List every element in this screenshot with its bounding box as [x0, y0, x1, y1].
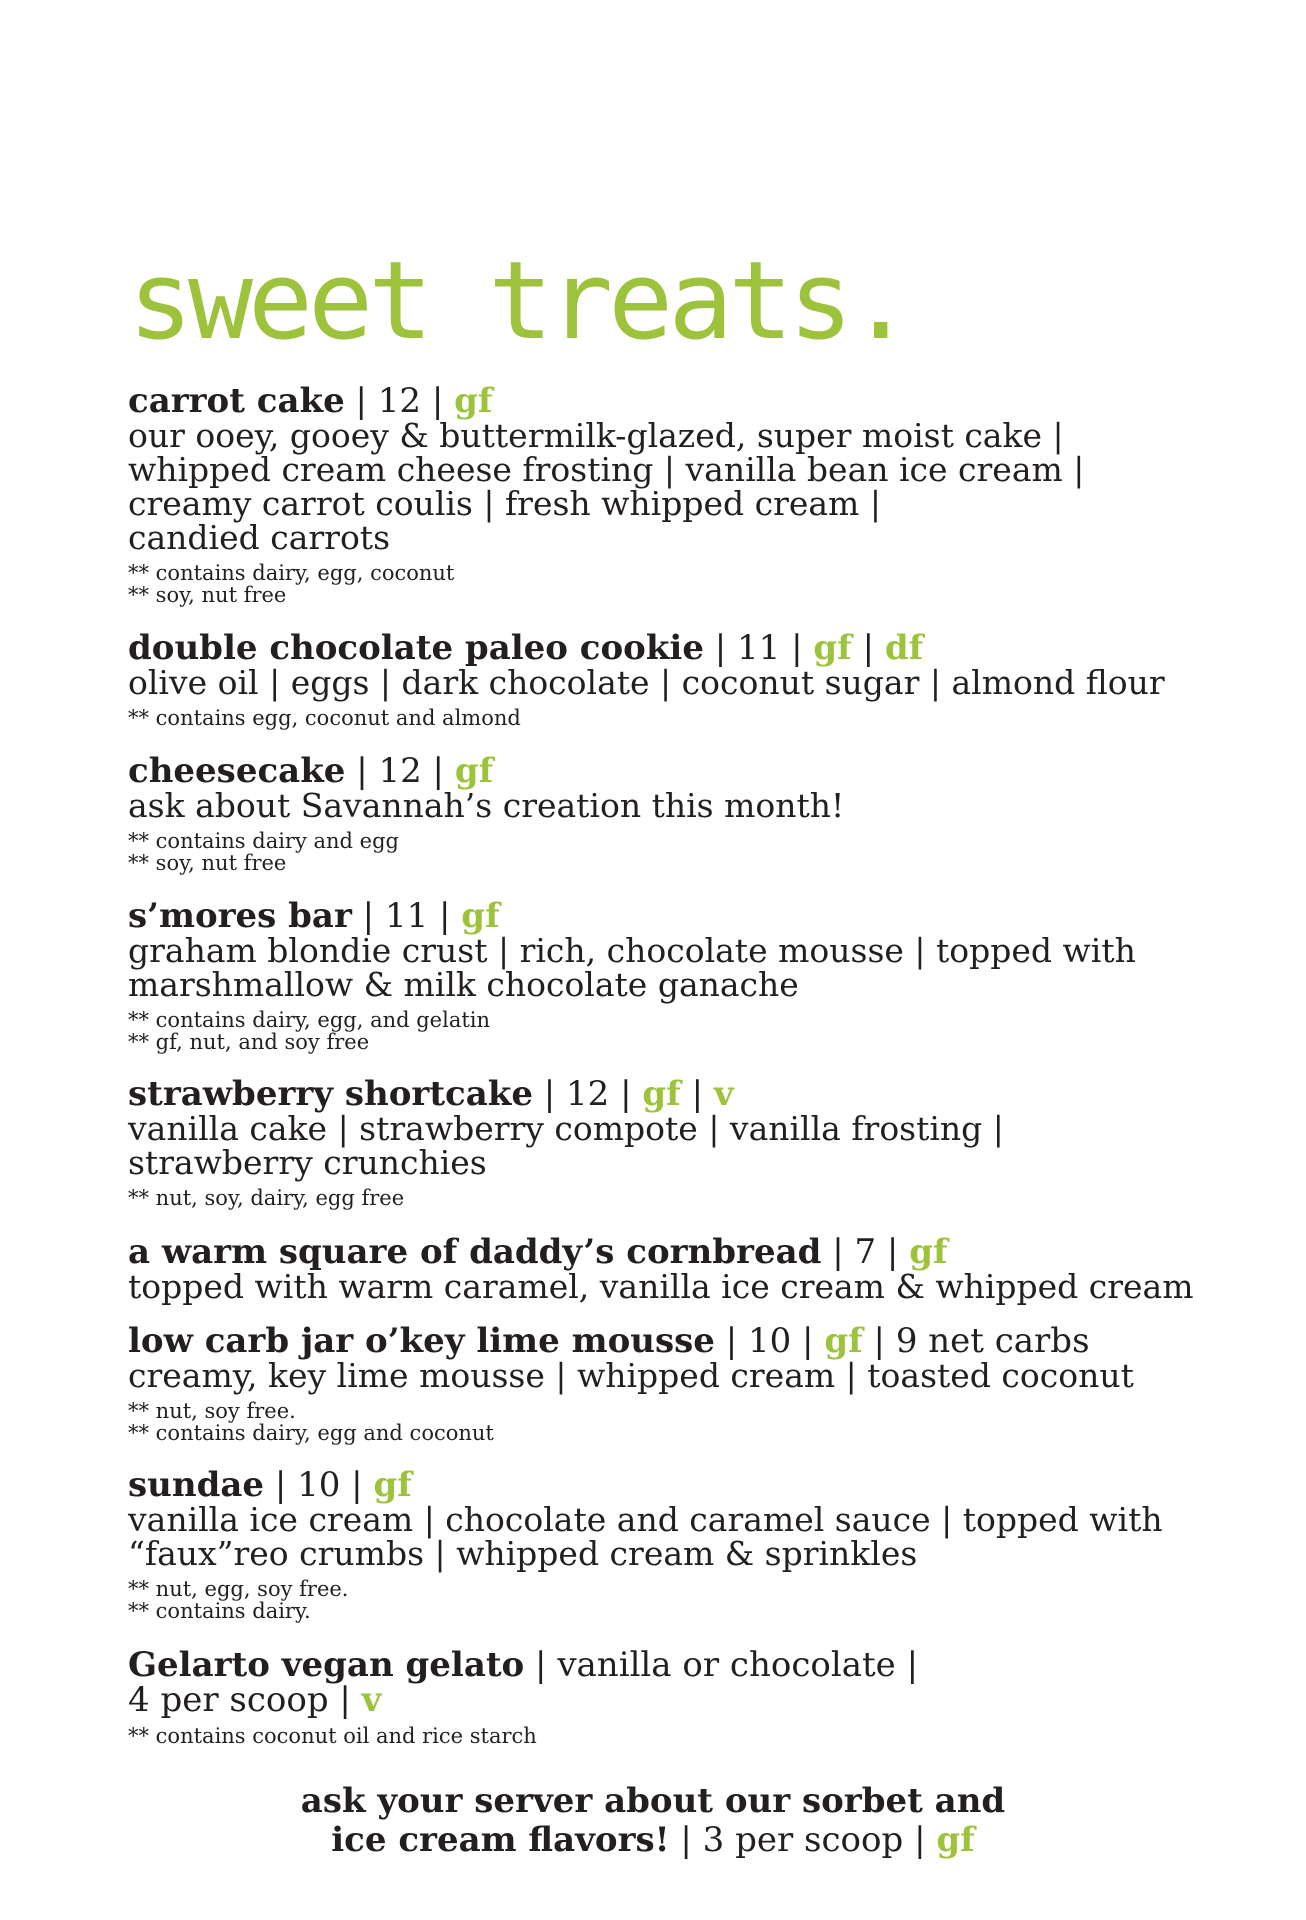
item-name: double chocolate paleo cookie	[128, 628, 704, 668]
footer-note	[0, 1782, 1306, 1860]
allergen-note: ** contains dairy, egg, coconut	[128, 561, 455, 585]
item-description	[128, 1356, 1238, 1395]
item-description	[128, 1267, 1238, 1306]
item-name: low carb jar o’key lime mousse	[128, 1321, 715, 1361]
footer-line-2: ice cream flavors! | 3 per scoop | gf	[331, 1820, 975, 1860]
allergen-note: ** soy, nut free	[128, 583, 287, 607]
item-header: strawberry shortcake | 12 | gf | v	[128, 1074, 734, 1114]
allergen-note: ** contains coconut oil and rice starch	[128, 1724, 537, 1748]
allergen-notes	[128, 562, 1238, 606]
menu-item-daddys-cornbread	[128, 1232, 1238, 1306]
allergen-note: ** contains egg, coconut and almond	[128, 706, 521, 730]
dietary-tag: gf	[909, 1232, 948, 1272]
menu-item-carrot-cake	[128, 381, 1238, 607]
allergen-note: ** contains dairy, egg, and gelatin	[128, 1008, 491, 1032]
dietary-tag: df	[884, 628, 924, 668]
item-detail: 10	[297, 1465, 341, 1505]
description-line: our ooey, gooey & buttermilk-glazed, super moist cake |	[128, 416, 1064, 455]
menu-item-cheesecake	[128, 751, 1238, 875]
description-line: ask about Savannah’s creation this month!	[128, 786, 845, 825]
item-price-line: 4 per scoop | v	[128, 1680, 382, 1720]
description-line: topped with warm caramel, vanilla ice cream & whipped cream	[128, 1267, 1194, 1306]
item-description	[128, 416, 1238, 557]
allergen-notes	[128, 830, 1238, 874]
menu-item-double-chocolate-paleo-cookie	[128, 628, 1238, 730]
menu-item-key-lime-mousse	[128, 1321, 1238, 1445]
allergen-note: ** nut, soy free.	[128, 1399, 296, 1423]
footer-line-1: ask your server about our sorbet and	[300, 1781, 1006, 1821]
allergen-notes	[128, 707, 1238, 729]
item-name: sundae	[128, 1465, 265, 1505]
dietary-tag: gf	[373, 1465, 412, 1505]
item-name: carrot cake	[128, 381, 345, 421]
allergen-notes	[128, 1400, 1238, 1444]
menu-item-sundae	[128, 1465, 1238, 1623]
dietary-tag: gf	[454, 381, 493, 421]
item-description	[128, 1109, 1238, 1182]
dietary-tag: gf	[824, 1321, 863, 1361]
item-detail: 12	[377, 381, 422, 421]
item-description	[128, 786, 1238, 825]
description-line: graham blondie crust | rich, chocolate mousse | topped with	[128, 931, 1136, 970]
menu-item-strawberry-shortcake	[128, 1074, 1238, 1210]
description-line: whipped cream cheese frosting | vanilla bean ice cream |	[128, 450, 1085, 489]
allergen-notes	[128, 1725, 1238, 1747]
allergen-note: ** contains dairy, egg and coconut	[128, 1421, 494, 1445]
item-detail: 7	[854, 1232, 877, 1272]
menu-item-smores-bar	[128, 896, 1238, 1054]
allergen-note: ** contains dairy.	[128, 1599, 311, 1623]
item-header: Gelarto vegan gelato | vanilla or chocolate |	[128, 1645, 919, 1685]
item-detail: 11	[384, 896, 429, 936]
item-header: a warm square of daddy’s cornbread | 7 | gf	[128, 1232, 948, 1272]
item-price: 4 per scoop	[128, 1680, 329, 1720]
item-name: s’mores bar	[128, 896, 352, 936]
allergen-note: ** soy, nut free	[128, 851, 287, 875]
item-detail: 10	[747, 1321, 792, 1361]
menu-title: sweet treats.	[128, 239, 909, 364]
item-name: strawberry shortcake	[128, 1074, 533, 1114]
item-header: double chocolate paleo cookie | 11 | gf | df	[128, 628, 924, 668]
dietary-tag: gf	[642, 1074, 681, 1114]
item-header: low carb jar o’key lime mousse | 10 | gf | 9 net carbs	[128, 1321, 1090, 1361]
menu-item-vegan-gelato	[128, 1645, 1238, 1748]
footer-tag: gf	[936, 1820, 975, 1860]
item-detail: 11	[737, 628, 781, 668]
item-header: sundae | 10 | gf	[128, 1465, 412, 1505]
description-line: olive oil | eggs | dark chocolate | coconut sugar | almond flour	[128, 663, 1165, 702]
dietary-tag: v	[713, 1074, 734, 1114]
item-description	[128, 1500, 1238, 1573]
dietary-tag: gf	[813, 628, 852, 668]
item-name: cheesecake	[128, 751, 346, 791]
description-line: vanilla ice cream | chocolate and caramel sauce | topped with	[128, 1500, 1163, 1539]
item-detail: 12	[378, 751, 422, 791]
description-line: marshmallow & milk chocolate ganache	[128, 965, 799, 1004]
item-header: s’mores bar | 11 | gf	[128, 896, 500, 936]
item-detail: 12	[566, 1074, 610, 1114]
allergen-note: ** gf, nut, and soy free	[128, 1030, 370, 1054]
description-line: creamy carrot coulis | fresh whipped cream |	[128, 484, 881, 523]
description-line: candied carrots	[128, 518, 391, 557]
allergen-note: ** nut, egg, soy free.	[128, 1577, 349, 1601]
allergen-notes	[128, 1187, 1238, 1209]
description-line: strawberry crunchies	[128, 1143, 487, 1182]
allergen-note: ** contains dairy and egg	[128, 829, 399, 853]
item-header: carrot cake | 12 | gf	[128, 381, 493, 421]
footer-price: 3 per scoop	[702, 1820, 904, 1860]
allergen-note: ** nut, soy, dairy, egg free	[128, 1186, 405, 1210]
allergen-notes	[128, 1578, 1238, 1622]
item-detail: 9 net carbs	[895, 1321, 1090, 1361]
item-description	[128, 663, 1238, 702]
footer-bold-text: ice cream flavors!	[331, 1820, 670, 1860]
item-name: a warm square of daddy’s cornbread	[128, 1232, 822, 1272]
description-line: vanilla cake | strawberry compote | vanilla frosting |	[128, 1109, 1004, 1148]
item-detail: vanilla or chocolate |	[557, 1645, 919, 1685]
dietary-tag: v	[361, 1680, 382, 1720]
dietary-tag: gf	[454, 751, 494, 791]
description-line: creamy, key lime mousse | whipped cream | toasted coconut	[128, 1356, 1134, 1395]
allergen-notes	[128, 1009, 1238, 1053]
item-name: Gelarto vegan gelato	[128, 1645, 525, 1685]
item-description	[128, 931, 1238, 1004]
item-header: cheesecake | 12 | gf	[128, 751, 494, 791]
description-line: “faux”reo crumbs | whipped cream & sprinkles	[128, 1534, 918, 1573]
dietary-tag: gf	[461, 896, 500, 936]
